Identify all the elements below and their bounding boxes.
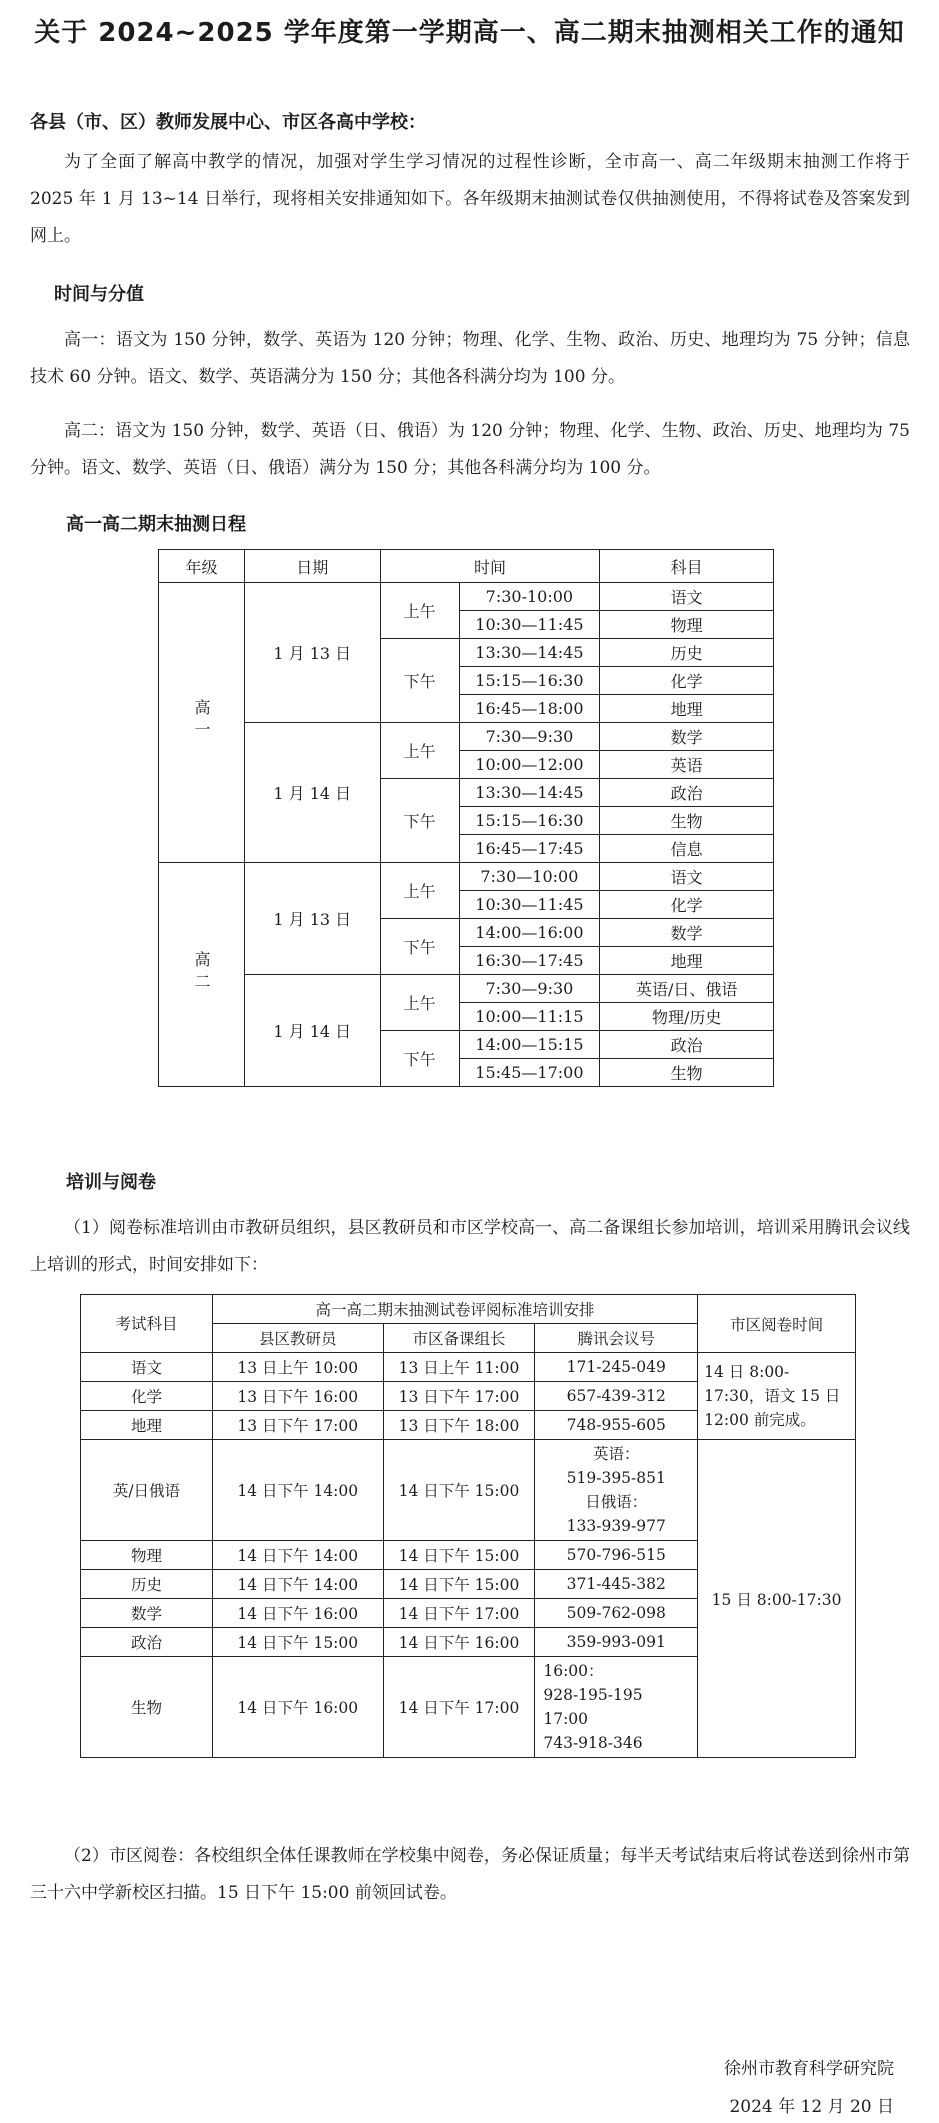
subject-cell: 生物 xyxy=(600,1059,774,1087)
time-cell: 16:45—17:45 xyxy=(459,835,600,863)
meeting-id-cell: 359-993-091 xyxy=(535,1628,698,1657)
subject-cell: 数学 xyxy=(81,1599,213,1628)
subject-cell: 语文 xyxy=(600,863,774,891)
time-cell: 7:30—9:30 xyxy=(459,975,600,1003)
subject-cell: 语文 xyxy=(600,583,774,611)
subject-cell: 生物 xyxy=(81,1657,213,1758)
city-time-cell: 14 日下午 17:00 xyxy=(383,1599,535,1628)
period-am: 上午 xyxy=(380,863,459,919)
grade-cell xyxy=(159,863,245,1087)
training-item2: （2）市区阅卷：各校组织全体任课教师在学校集中阅卷，务必保证质量；每半天考试结束后将试卷送到徐州市第三十六中学新校区扫描。15 日下午 15:00 前领回试卷。 xyxy=(30,1846,910,1903)
subject-cell: 地理 xyxy=(81,1411,213,1440)
table-header-row xyxy=(159,550,774,583)
subject-cell: 英语 xyxy=(600,751,774,779)
subject-cell: 英语/日、俄语 xyxy=(600,975,774,1003)
schedule-heading: 高一高二期末抽测日程 xyxy=(66,514,246,535)
city-time-cell: 13 日下午 17:00 xyxy=(383,1382,535,1411)
subject-cell: 地理 xyxy=(600,695,774,723)
training-table xyxy=(80,1294,856,1758)
meeting-id-cell: 570-796-515 xyxy=(535,1541,698,1570)
meeting-id-cell xyxy=(535,1657,698,1758)
meeting-line: 133-939-977 xyxy=(566,1517,666,1535)
header-subject: 科目 xyxy=(600,550,774,583)
subject-cell: 化学 xyxy=(600,667,774,695)
subject-cell: 政治 xyxy=(600,1031,774,1059)
city-time-cell: 13 日下午 18:00 xyxy=(383,1411,535,1440)
time-cell: 15:45—17:00 xyxy=(459,1059,600,1087)
marking-time-cell: 14 日 8:00-17:30，语文 15 日 12:00 前完成。 xyxy=(698,1353,856,1440)
county-time-cell: 13 日下午 17:00 xyxy=(212,1411,383,1440)
time-cell: 7:30—10:00 xyxy=(459,863,600,891)
training-heading: 培训与阅卷 xyxy=(66,1172,156,1193)
subject-cell: 物理 xyxy=(600,611,774,639)
grade2-paragraph: 高二：语文为 150 分钟，数学、英语（日、俄语）为 120 分钟；物理、化学、生物、政治、历史、地理均为 75 分钟。语文、数学、英语（日、俄语）满分为 150 分；其他各科满分均为 100 分。 xyxy=(30,421,910,478)
county-time-cell: 13 日下午 16:00 xyxy=(212,1382,383,1411)
issue-date: 2024 年 12 月 20 日 xyxy=(729,2097,894,2117)
city-time-cell: 14 日下午 16:00 xyxy=(383,1628,535,1657)
period-am: 上午 xyxy=(380,583,459,639)
county-time-cell: 14 日下午 15:00 xyxy=(212,1628,383,1657)
table-row xyxy=(81,1353,856,1382)
period-am: 上午 xyxy=(380,723,459,779)
header-city: 市区备课组长 xyxy=(383,1324,535,1353)
city-time-cell: 14 日下午 15:00 xyxy=(383,1541,535,1570)
header-marking: 市区阅卷时间 xyxy=(698,1295,856,1353)
time-cell: 7:30-10:00 xyxy=(459,583,600,611)
period-pm: 下午 xyxy=(380,779,459,863)
subject-cell: 历史 xyxy=(81,1570,213,1599)
grade-cell xyxy=(159,583,245,863)
meeting-line: 16:00： xyxy=(543,1662,604,1680)
header-date: 日期 xyxy=(244,550,380,583)
subject-cell: 政治 xyxy=(81,1628,213,1657)
grade-label: 高一 xyxy=(191,698,211,743)
table-row xyxy=(81,1440,856,1541)
city-time-cell: 14 日下午 15:00 xyxy=(383,1440,535,1541)
meeting-id-cell: 748-955-605 xyxy=(535,1411,698,1440)
intro-paragraph: 为了全面了解高中教学的情况，加强对学生学习情况的过程性诊断，全市高一、高二年级期末抽测工作将于 2025 年 1 月 13~14 日举行，现将相关安排通知如下。各年级期末抽测试卷仅供抽测使用，不得将试卷及答案发到网上。 xyxy=(30,152,910,246)
grade1-paragraph: 高一：语文为 150 分钟，数学、英语为 120 分钟；物理、化学、生物、政治、历史、地理均为 75 分钟；信息技术 60 分钟。语文、数学、英语满分为 150 分；其他各科满分均为 100 分。 xyxy=(30,330,910,387)
subject-cell: 英/日俄语 xyxy=(81,1440,213,1541)
time-cell: 13:30—14:45 xyxy=(459,779,600,807)
time-cell: 15:15—16:30 xyxy=(459,807,600,835)
period-pm: 下午 xyxy=(380,639,459,723)
period-pm: 下午 xyxy=(380,1031,459,1087)
meeting-line: 743-918-346 xyxy=(543,1734,643,1752)
period-pm: 下午 xyxy=(380,919,459,975)
county-time-cell: 14 日下午 16:00 xyxy=(212,1599,383,1628)
meeting-id-cell: 171-245-049 xyxy=(535,1353,698,1382)
header-meeting: 腾讯会议号 xyxy=(535,1324,698,1353)
table-row xyxy=(159,975,774,1003)
schedule-table xyxy=(158,549,774,1087)
meeting-line: 928-195-195 xyxy=(543,1686,643,1704)
document-title: 关于 2024~2025 学年度第一学期高一、高二期末抽测相关工作的通知 xyxy=(34,18,905,48)
city-time-cell: 14 日下午 15:00 xyxy=(383,1570,535,1599)
time-cell: 14:00—16:00 xyxy=(459,919,600,947)
signer: 徐州市教育科学研究院 xyxy=(724,2059,894,2079)
period-am: 上午 xyxy=(380,975,459,1031)
time-cell: 16:30—17:45 xyxy=(459,947,600,975)
time-cell: 13:30—14:45 xyxy=(459,639,600,667)
header-county: 县区教研员 xyxy=(212,1324,383,1353)
date-cell: 1 月 14 日 xyxy=(244,723,380,863)
training-item1: （1）阅卷标准培训由市教研员组织，县区教研员和市区学校高一、高二备课组长参加培训，培训采用腾讯会议线上培训的形式，时间安排如下： xyxy=(30,1218,910,1275)
subject-cell: 物理/历史 xyxy=(600,1003,774,1031)
county-time-cell: 14 日下午 14:00 xyxy=(212,1541,383,1570)
time-cell: 10:30—11:45 xyxy=(459,611,600,639)
meeting-id-cell: 509-762-098 xyxy=(535,1599,698,1628)
county-time-cell: 13 日上午 10:00 xyxy=(212,1353,383,1382)
meeting-line: 英语： xyxy=(593,1445,640,1463)
subject-cell: 历史 xyxy=(600,639,774,667)
subject-cell: 数学 xyxy=(600,919,774,947)
city-time-cell: 14 日下午 17:00 xyxy=(383,1657,535,1758)
meeting-line: 17:00 xyxy=(543,1710,589,1728)
subject-cell: 地理 xyxy=(600,947,774,975)
subject-cell: 化学 xyxy=(600,891,774,919)
subject-cell: 政治 xyxy=(600,779,774,807)
time-cell: 15:15—16:30 xyxy=(459,667,600,695)
table-row xyxy=(159,723,774,751)
table-header-row xyxy=(81,1295,856,1324)
meeting-id-cell: 657-439-312 xyxy=(535,1382,698,1411)
table-row xyxy=(159,583,774,611)
table-row xyxy=(159,863,774,891)
grade-label: 高二 xyxy=(191,950,211,995)
date-cell: 1 月 14 日 xyxy=(244,975,380,1087)
header-time: 时间 xyxy=(380,550,600,583)
time-cell: 10:00—12:00 xyxy=(459,751,600,779)
time-cell: 10:00—11:15 xyxy=(459,1003,600,1031)
date-cell: 1 月 13 日 xyxy=(244,583,380,723)
time-cell: 16:45—18:00 xyxy=(459,695,600,723)
subject-cell: 生物 xyxy=(600,807,774,835)
subject-cell: 语文 xyxy=(81,1353,213,1382)
city-time-cell: 13 日上午 11:00 xyxy=(383,1353,535,1382)
time-cell: 14:00—15:15 xyxy=(459,1031,600,1059)
meeting-id-cell xyxy=(535,1440,698,1541)
subject-cell: 信息 xyxy=(600,835,774,863)
header-grade: 年级 xyxy=(159,550,245,583)
subject-cell: 物理 xyxy=(81,1541,213,1570)
county-time-cell: 14 日下午 14:00 xyxy=(212,1440,383,1541)
subject-cell: 数学 xyxy=(600,723,774,751)
header-subject: 考试科目 xyxy=(81,1295,213,1353)
meeting-id-cell: 371-445-382 xyxy=(535,1570,698,1599)
meeting-line: 日俄语： xyxy=(585,1493,648,1511)
time-cell: 10:30—11:45 xyxy=(459,891,600,919)
county-time-cell: 14 日下午 16:00 xyxy=(212,1657,383,1758)
time-cell: 7:30—9:30 xyxy=(459,723,600,751)
county-time-cell: 14 日下午 14:00 xyxy=(212,1570,383,1599)
time-section-heading: 时间与分值 xyxy=(54,284,144,305)
addressee: 各县（市、区）教师发展中心、市区各高中学校： xyxy=(30,112,426,133)
date-cell: 1 月 13 日 xyxy=(244,863,380,975)
subject-cell: 化学 xyxy=(81,1382,213,1411)
marking-time-cell: 15 日 8:00-17:30 xyxy=(698,1440,856,1758)
header-plan: 高一高二期末抽测试卷评阅标准培训安排 xyxy=(212,1295,697,1324)
meeting-line: 519-395-851 xyxy=(566,1469,666,1487)
